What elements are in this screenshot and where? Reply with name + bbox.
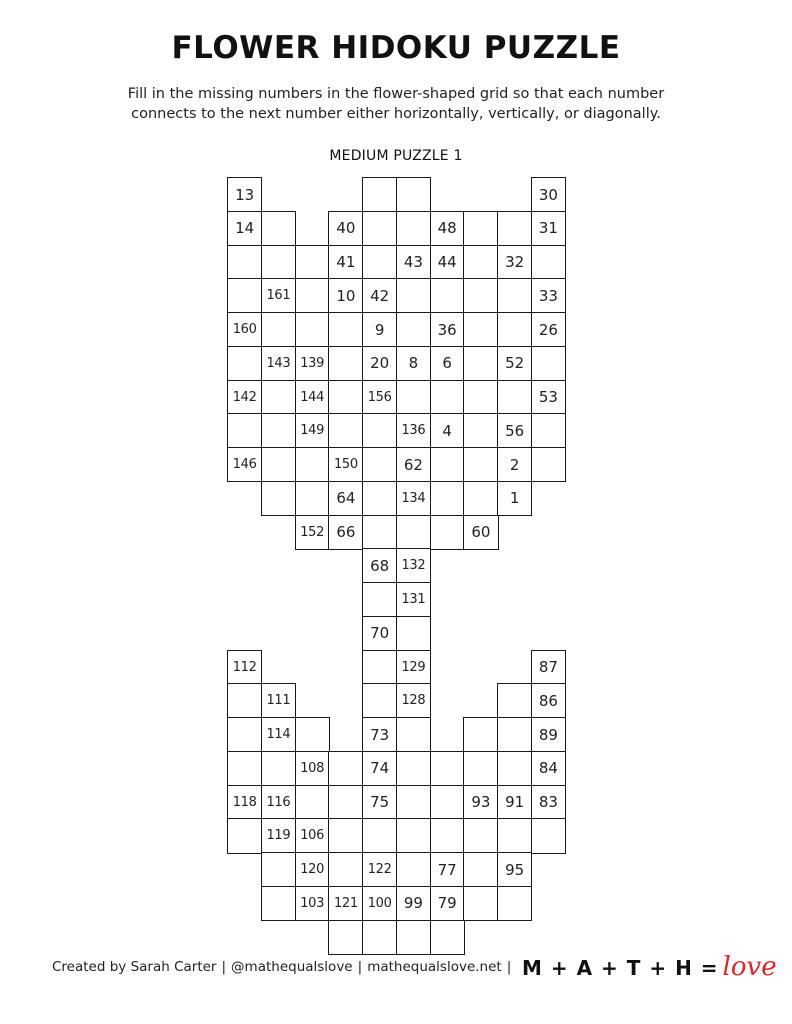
- grid-cell[interactable]: [396, 717, 431, 752]
- grid-cell-clue: 160: [227, 312, 262, 347]
- grid-cell-clue: 156: [362, 380, 397, 415]
- grid-cell[interactable]: [463, 346, 498, 381]
- grid-cell[interactable]: [261, 751, 296, 786]
- grid-cell[interactable]: [531, 818, 566, 853]
- grid-cell-clue: 56: [497, 413, 532, 448]
- instructions-text: Fill in the missing numbers in the flower-shaped grid so that each number connects to the next number either horizontally, vertically, or diagonally.: [127, 86, 665, 122]
- grid-cell-clue: 62: [396, 447, 431, 482]
- grid-cell-clue: 1: [497, 481, 532, 516]
- grid-cell-clue: 119: [261, 818, 296, 853]
- footer-handle: @mathequalslove: [231, 959, 353, 975]
- grid-cell-clue: 75: [362, 785, 397, 820]
- grid-cell-clue: 31: [531, 211, 566, 246]
- grid-cell[interactable]: [261, 245, 296, 280]
- grid-cell-clue: 84: [531, 751, 566, 786]
- grid-cell[interactable]: [430, 481, 465, 516]
- grid-cell[interactable]: [362, 413, 397, 448]
- grid-cell-clue: 40: [328, 211, 363, 246]
- grid-cell[interactable]: [362, 211, 397, 246]
- grid-cell-clue: 13: [227, 177, 262, 212]
- grid-cell[interactable]: [295, 447, 330, 482]
- grid-cell[interactable]: [531, 447, 566, 482]
- grid-cell[interactable]: [430, 278, 465, 313]
- grid-cell[interactable]: [430, 447, 465, 482]
- grid-cell[interactable]: [497, 818, 532, 853]
- grid-cell-clue: 73: [362, 717, 397, 752]
- page-title: FLOWER HIDOKU PUZZLE: [171, 30, 621, 66]
- grid-cell[interactable]: [396, 177, 431, 212]
- grid-cell[interactable]: [328, 346, 363, 381]
- grid-cell[interactable]: [362, 920, 397, 955]
- grid-cell-clue: 89: [531, 717, 566, 752]
- grid-cell-clue: 150: [328, 447, 363, 482]
- grid-cell[interactable]: [362, 650, 397, 685]
- grid-cell[interactable]: [463, 278, 498, 313]
- grid-cell[interactable]: [328, 413, 363, 448]
- grid-cell[interactable]: [497, 380, 532, 415]
- grid-cell[interactable]: [295, 312, 330, 347]
- footer-separator: |: [221, 959, 227, 975]
- grid-cell[interactable]: [430, 818, 465, 853]
- grid-cell-clue: 64: [328, 481, 363, 516]
- grid-cell-clue: 146: [227, 447, 262, 482]
- grid-cell[interactable]: [295, 245, 330, 280]
- grid-cell-clue: 60: [463, 515, 498, 550]
- grid-cell[interactable]: [463, 751, 498, 786]
- grid-cell-clue: 20: [362, 346, 397, 381]
- grid-cell-clue: 118: [227, 785, 262, 820]
- grid-cell-clue: 95: [497, 852, 532, 887]
- grid-cell-clue: 93: [463, 785, 498, 820]
- grid-cell-clue: 83: [531, 785, 566, 820]
- grid-cell-clue: 48: [430, 211, 465, 246]
- grid-cell[interactable]: [497, 886, 532, 921]
- grid-cell[interactable]: [227, 413, 262, 448]
- grid-cell-clue: 131: [396, 582, 431, 617]
- grid-cell-clue: 120: [295, 852, 330, 887]
- grid-cell[interactable]: [463, 413, 498, 448]
- grid-cell-clue: 10: [328, 278, 363, 313]
- grid-cell-clue: 106: [295, 818, 330, 853]
- grid-cell[interactable]: [463, 380, 498, 415]
- grid-cell[interactable]: [463, 886, 498, 921]
- grid-cell-clue: 108: [295, 751, 330, 786]
- grid-cell[interactable]: [295, 278, 330, 313]
- grid-cell-clue: 142: [227, 380, 262, 415]
- footer-site: mathequalslove.net: [367, 959, 502, 975]
- grid-cell[interactable]: [261, 447, 296, 482]
- grid-cell-clue: 32: [497, 245, 532, 280]
- grid-cell[interactable]: [362, 515, 397, 550]
- grid-cell-clue: 30: [531, 177, 566, 212]
- grid-cell[interactable]: [261, 312, 296, 347]
- grid-cell[interactable]: [396, 211, 431, 246]
- grid-cell[interactable]: [463, 211, 498, 246]
- grid-cell[interactable]: [497, 751, 532, 786]
- grid-cell-clue: 114: [261, 717, 296, 752]
- grid-cell-clue: 66: [328, 515, 363, 550]
- grid-cell[interactable]: [227, 717, 262, 752]
- grid-cell[interactable]: [396, 380, 431, 415]
- grid-cell-clue: 26: [531, 312, 566, 347]
- grid-cell-clue: 44: [430, 245, 465, 280]
- grid-cell[interactable]: [396, 515, 431, 550]
- grid-cell-clue: 14: [227, 211, 262, 246]
- grid-cell-clue: 74: [362, 751, 397, 786]
- grid-cell[interactable]: [463, 852, 498, 887]
- grid-cell-clue: 70: [362, 616, 397, 651]
- grid-cell-clue: 132: [396, 548, 431, 583]
- logo-text: M + A + T + H =: [522, 956, 719, 980]
- grid-cell[interactable]: [328, 751, 363, 786]
- grid-cell-clue: 103: [295, 886, 330, 921]
- grid-cell-clue: 68: [362, 548, 397, 583]
- grid-cell-clue: 6: [430, 346, 465, 381]
- grid-cell-clue: 9: [362, 312, 397, 347]
- grid-cell-clue: 129: [396, 650, 431, 685]
- grid-cell-clue: 86: [531, 683, 566, 718]
- grid-cell[interactable]: [261, 211, 296, 246]
- grid-cell[interactable]: [497, 211, 532, 246]
- grid-cell[interactable]: [227, 683, 262, 718]
- grid-cell[interactable]: [463, 447, 498, 482]
- grid-cell-clue: 111: [261, 683, 296, 718]
- grid-cell[interactable]: [362, 245, 397, 280]
- grid-cell[interactable]: [261, 413, 296, 448]
- grid-cell[interactable]: [531, 346, 566, 381]
- grid-cell-clue: 144: [295, 380, 330, 415]
- grid-cell[interactable]: [362, 683, 397, 718]
- grid-cell-clue: 41: [328, 245, 363, 280]
- grid-cell[interactable]: [295, 481, 330, 516]
- grid-cell[interactable]: [295, 717, 330, 752]
- grid-cell[interactable]: [227, 346, 262, 381]
- math-equals-love-logo: [522, 952, 777, 982]
- grid-cell[interactable]: [430, 785, 465, 820]
- puzzle-subtitle: MEDIUM PUZZLE 1: [329, 148, 463, 164]
- grid-cell-clue: 43: [396, 245, 431, 280]
- footer-separator: |: [506, 959, 512, 975]
- grid-cell-clue: 134: [396, 481, 431, 516]
- grid-cell[interactable]: [328, 818, 363, 853]
- grid-cell[interactable]: [362, 447, 397, 482]
- grid-cell[interactable]: [227, 245, 262, 280]
- grid-cell[interactable]: [396, 818, 431, 853]
- grid-cell-clue: 139: [295, 346, 330, 381]
- grid-cell-clue: 143: [261, 346, 296, 381]
- grid-cell[interactable]: [531, 413, 566, 448]
- grid-cell-clue: 87: [531, 650, 566, 685]
- grid-cell-clue: 99: [396, 886, 431, 921]
- grid-cell[interactable]: [227, 818, 262, 853]
- grid-cell[interactable]: [463, 818, 498, 853]
- grid-cell-clue: 121: [328, 886, 363, 921]
- grid-cell-clue: 149: [295, 413, 330, 448]
- grid-cell[interactable]: [295, 785, 330, 820]
- footer-credit: Created by Sarah Carter: [52, 959, 217, 975]
- grid-cell[interactable]: [396, 785, 431, 820]
- grid-cell[interactable]: [396, 920, 431, 955]
- grid-cell[interactable]: [362, 481, 397, 516]
- grid-cell[interactable]: [362, 177, 397, 212]
- grid-cell[interactable]: [396, 312, 431, 347]
- grid-cell[interactable]: [261, 852, 296, 887]
- grid-cell-clue: 100: [362, 886, 397, 921]
- grid-cell-clue: 33: [531, 278, 566, 313]
- grid-cell-clue: 116: [261, 785, 296, 820]
- grid-cell-clue: 152: [295, 515, 330, 550]
- grid-cell[interactable]: [328, 920, 363, 955]
- grid-cell-clue: 53: [531, 380, 566, 415]
- grid-cell[interactable]: [396, 751, 431, 786]
- grid-cell[interactable]: [362, 582, 397, 617]
- grid-cell[interactable]: [396, 278, 431, 313]
- grid-cell[interactable]: [328, 380, 363, 415]
- grid-cell[interactable]: [463, 245, 498, 280]
- grid-cell[interactable]: [497, 312, 532, 347]
- grid-cell[interactable]: [328, 312, 363, 347]
- grid-cell[interactable]: [430, 380, 465, 415]
- grid-cell[interactable]: [497, 278, 532, 313]
- grid-cell[interactable]: [463, 717, 498, 752]
- grid-cell-clue: 112: [227, 650, 262, 685]
- footer-credits: [52, 959, 516, 975]
- grid-cell[interactable]: [463, 312, 498, 347]
- grid-cell-clue: 136: [396, 413, 431, 448]
- grid-cell-clue: 8: [396, 346, 431, 381]
- grid-cell[interactable]: [396, 852, 431, 887]
- grid-cell[interactable]: [497, 683, 532, 718]
- grid-cell-clue: 122: [362, 852, 397, 887]
- grid-cell-clue: 79: [430, 886, 465, 921]
- grid-cell[interactable]: [328, 785, 363, 820]
- grid-cell[interactable]: [430, 920, 465, 955]
- grid-cell[interactable]: [261, 380, 296, 415]
- grid-cell-clue: 2: [497, 447, 532, 482]
- footer-separator: |: [357, 959, 363, 975]
- grid-cell-clue: 42: [362, 278, 397, 313]
- grid-cell-clue: 52: [497, 346, 532, 381]
- grid-cell[interactable]: [430, 751, 465, 786]
- grid-cell[interactable]: [463, 481, 498, 516]
- grid-cell-clue: 36: [430, 312, 465, 347]
- grid-cell-clue: 4: [430, 413, 465, 448]
- grid-cell[interactable]: [362, 818, 397, 853]
- grid-cell-clue: 77: [430, 852, 465, 887]
- grid-cell[interactable]: [227, 751, 262, 786]
- grid-cell-clue: 161: [261, 278, 296, 313]
- grid-cell[interactable]: [328, 852, 363, 887]
- grid-cell[interactable]: [227, 278, 262, 313]
- grid-cell[interactable]: [261, 481, 296, 516]
- grid-cell[interactable]: [531, 245, 566, 280]
- grid-cell-clue: 91: [497, 785, 532, 820]
- logo-love: love: [722, 952, 777, 982]
- grid-cell[interactable]: [261, 886, 296, 921]
- grid-cell[interactable]: [497, 717, 532, 752]
- grid-cell[interactable]: [430, 515, 465, 550]
- grid-cell[interactable]: [396, 616, 431, 651]
- grid-cell-clue: 128: [396, 683, 431, 718]
